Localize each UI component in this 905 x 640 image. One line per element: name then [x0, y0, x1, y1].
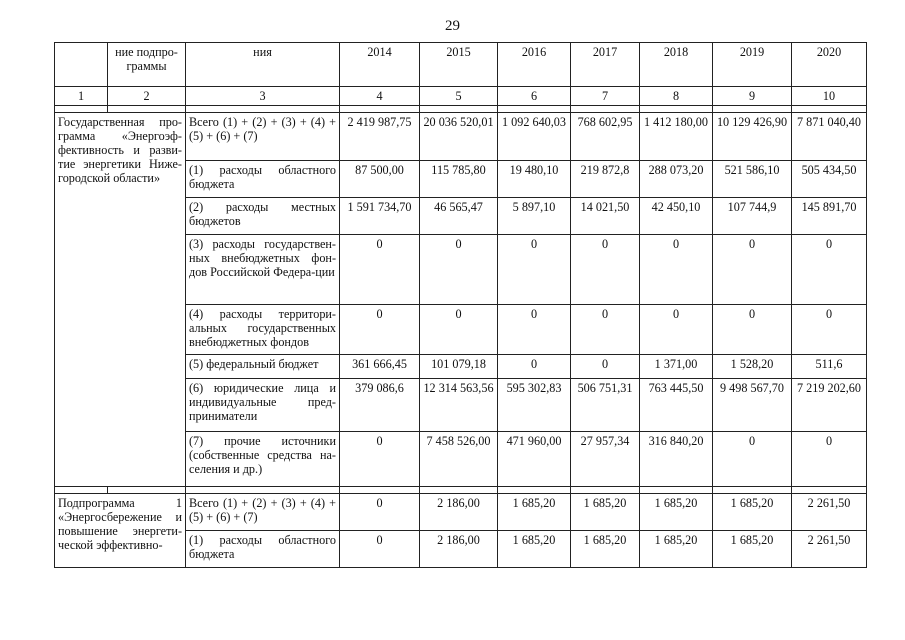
value-cell: 46 565,47: [420, 198, 498, 235]
funding-source-cell: (5) федеральный бюджет: [186, 355, 340, 379]
index-cell: 4: [340, 87, 420, 106]
index-cell: 9: [713, 87, 792, 106]
value-cell: 0: [340, 235, 420, 305]
funding-source-cell: Всего (1) + (2) + (3) + (4) + (5) + (6) + (7): [186, 113, 340, 161]
value-cell: 2 261,50: [792, 494, 867, 531]
value-cell: 7 458 526,00: [420, 432, 498, 487]
funding-source-cell: (1) расходы областного бюджета: [186, 161, 340, 198]
index-cell: 2: [108, 87, 186, 106]
header-year: 2017: [571, 43, 640, 87]
value-cell: 1 685,20: [640, 494, 713, 531]
value-cell: 1 685,20: [498, 531, 571, 568]
value-cell: 0: [571, 235, 640, 305]
separator-row: [55, 487, 867, 494]
index-cell: 6: [498, 87, 571, 106]
value-cell: 0: [420, 305, 498, 355]
value-cell: 145 891,70: [792, 198, 867, 235]
value-cell: 379 086,6: [340, 379, 420, 432]
table-row: [55, 494, 867, 531]
value-cell: 2 261,50: [792, 531, 867, 568]
funding-source-cell: (2) расходы местных бюджетов: [186, 198, 340, 235]
value-cell: 0: [340, 494, 420, 531]
value-cell: 0: [792, 305, 867, 355]
funding-source-cell: (6) юридические лица и индивидуальные пред-приниматели: [186, 379, 340, 432]
value-cell: 0: [640, 235, 713, 305]
value-cell: 1 371,00: [640, 355, 713, 379]
value-cell: 1 685,20: [713, 494, 792, 531]
funding-source-cell: Всего (1) + (2) + (3) + (4) + (5) + (6) + (7): [186, 494, 340, 531]
value-cell: 768 602,95: [571, 113, 640, 161]
value-cell: 5 897,10: [498, 198, 571, 235]
value-cell: 27 957,34: [571, 432, 640, 487]
header-source: ния: [186, 43, 340, 87]
header-year: 2014: [340, 43, 420, 87]
value-cell: 0: [340, 305, 420, 355]
value-cell: 288 073,20: [640, 161, 713, 198]
index-cell: 10: [792, 87, 867, 106]
value-cell: 2 186,00: [420, 531, 498, 568]
value-cell: 101 079,18: [420, 355, 498, 379]
value-cell: 0: [713, 432, 792, 487]
index-cell: 1: [55, 87, 108, 106]
value-cell: 1 591 734,70: [340, 198, 420, 235]
index-cell: 8: [640, 87, 713, 106]
funding-source-cell: (4) расходы территори-альных государственных внебюджетных фондов: [186, 305, 340, 355]
subprogram-name-cell: Подпрограмма 1 «Энергосбережение и повышение энергети-ческой эффективно-: [55, 494, 186, 568]
value-cell: 9 498 567,70: [713, 379, 792, 432]
value-cell: 7 871 040,40: [792, 113, 867, 161]
funding-source-cell: (3) расходы государствен-ных внебюджетных фон-дов Российской Федера-ции: [186, 235, 340, 305]
value-cell: 7 219 202,60: [792, 379, 867, 432]
value-cell: 0: [340, 432, 420, 487]
program-name-cell: Государственная про-грамма «Энергоэф-фективность и разви-тие энергетики Ниже-городской области»: [55, 113, 186, 487]
value-cell: 1 685,20: [713, 531, 792, 568]
value-cell: 1 685,20: [571, 531, 640, 568]
header-year: 2019: [713, 43, 792, 87]
value-cell: 14 021,50: [571, 198, 640, 235]
value-cell: 12 314 563,56: [420, 379, 498, 432]
value-cell: 471 960,00: [498, 432, 571, 487]
funding-source-cell: (7) прочие источники (собственные средства на-селения и др.): [186, 432, 340, 487]
value-cell: 505 434,50: [792, 161, 867, 198]
value-cell: 2 186,00: [420, 494, 498, 531]
value-cell: 0: [792, 432, 867, 487]
value-cell: 1 412 180,00: [640, 113, 713, 161]
value-cell: 506 751,31: [571, 379, 640, 432]
value-cell: 1 528,20: [713, 355, 792, 379]
value-cell: 10 129 426,90: [713, 113, 792, 161]
value-cell: 107 744,9: [713, 198, 792, 235]
value-cell: 0: [713, 235, 792, 305]
separator-row: [55, 106, 867, 113]
value-cell: 0: [420, 235, 498, 305]
value-cell: 2 419 987,75: [340, 113, 420, 161]
value-cell: 0: [640, 305, 713, 355]
value-cell: 87 500,00: [340, 161, 420, 198]
value-cell: 42 450,10: [640, 198, 713, 235]
header-year: 2016: [498, 43, 571, 87]
value-cell: 219 872,8: [571, 161, 640, 198]
index-cell: 5: [420, 87, 498, 106]
value-cell: 511,6: [792, 355, 867, 379]
funding-source-cell: (1) расходы областного бюджета: [186, 531, 340, 568]
index-cell: 7: [571, 87, 640, 106]
value-cell: 20 036 520,01: [420, 113, 498, 161]
header-year: 2020: [792, 43, 867, 87]
header-year: 2018: [640, 43, 713, 87]
value-cell: 521 586,10: [713, 161, 792, 198]
value-cell: 0: [340, 531, 420, 568]
value-cell: 1 092 640,03: [498, 113, 571, 161]
value-cell: 1 685,20: [640, 531, 713, 568]
value-cell: 0: [571, 305, 640, 355]
header-cell-blank: [55, 43, 108, 87]
header-year: 2015: [420, 43, 498, 87]
value-cell: 0: [498, 355, 571, 379]
page-number: 29: [445, 18, 460, 34]
value-cell: 763 445,50: [640, 379, 713, 432]
value-cell: 0: [498, 235, 571, 305]
index-cell: 3: [186, 87, 340, 106]
value-cell: 361 666,45: [340, 355, 420, 379]
value-cell: 0: [713, 305, 792, 355]
header-program: ние подпро-граммы: [108, 43, 186, 87]
value-cell: 316 840,20: [640, 432, 713, 487]
index-row: [55, 87, 867, 106]
budget-table: [54, 42, 867, 568]
value-cell: 595 302,83: [498, 379, 571, 432]
value-cell: 0: [498, 305, 571, 355]
value-cell: 0: [792, 235, 867, 305]
table-row: [55, 113, 867, 161]
value-cell: 1 685,20: [498, 494, 571, 531]
value-cell: 115 785,80: [420, 161, 498, 198]
value-cell: 0: [571, 355, 640, 379]
header-row: [55, 43, 867, 87]
value-cell: 1 685,20: [571, 494, 640, 531]
value-cell: 19 480,10: [498, 161, 571, 198]
